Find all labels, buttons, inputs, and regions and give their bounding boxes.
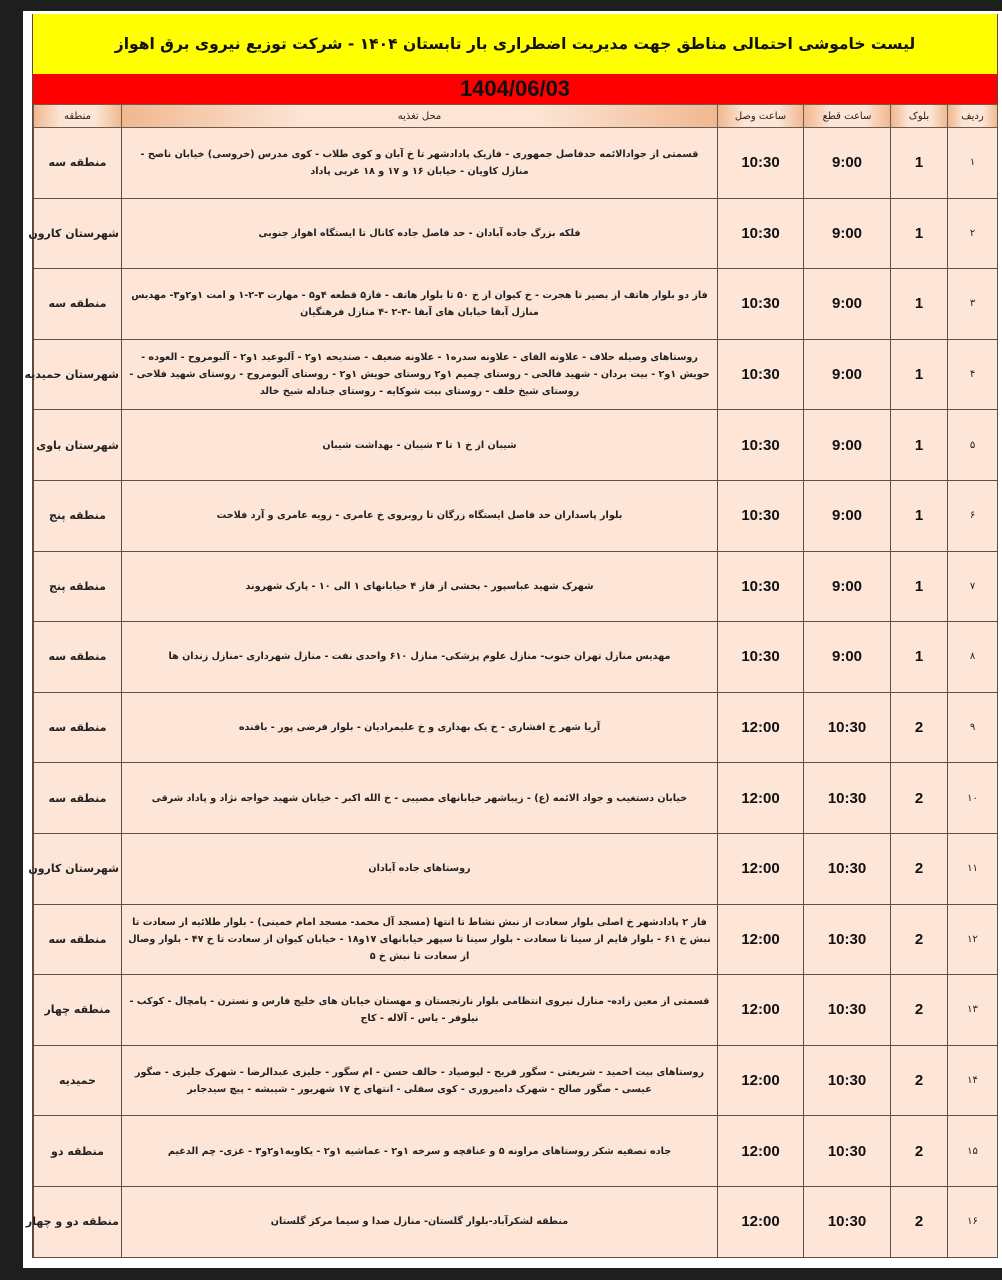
table-row xyxy=(34,198,998,269)
cut-time: 9:00 xyxy=(804,198,891,269)
feed-location: روستاهای وصیله حلاف - علاونه الفای - علاونه سدره۱ - علاونه ضعیف - صندیحه ۱و۲ - آلبوعید ۱و۲ - آلبومروح - العوده - حویش ۱و۲ - بیت بردان - شهید فالحی - روستای چمیم ۱و۲ روستای حویش ۱و۲ - روستای آلبومروح - روستای شهید فلاحی - روستای شیخ خلف - روستای بیت شوکایه - روستای جنادله شیخ خالد xyxy=(122,339,718,410)
block-number: 2 xyxy=(891,1116,948,1187)
table-row xyxy=(34,975,998,1046)
col-header-connect-time: ساعت وصل xyxy=(718,105,804,128)
feed-location: جاده تصفیه شکر روستاهای مراونه ۵ و عنافچه و سرخه ۱و۲ - عماشیه ۱و۲ - یکاویه۱و۲و۳ - غزی- چم الدغیم xyxy=(122,1116,718,1187)
block-number: 1 xyxy=(891,339,948,410)
col-header-location: محل تغذیه xyxy=(122,105,718,128)
cut-time: 9:00 xyxy=(804,551,891,622)
cut-time: 9:00 xyxy=(804,480,891,551)
col-header-row: ردیف xyxy=(948,105,998,128)
row-number: ۱۵ xyxy=(948,1116,998,1187)
table-row xyxy=(34,1186,998,1257)
connect-time: 12:00 xyxy=(718,904,804,975)
region-name: منطقه پنج xyxy=(34,480,122,551)
table-row xyxy=(34,551,998,622)
feed-location: قسمتی از جوادالائمه حدفاصل جمهوری - فازیک پادادشهر تا خ آبان و کوی طلاب - کوی مدرس (خروسی) خیابان ناصح - منازل کاویان - خیابان ۱۶ و ۱۷ و ۱۸ غربی پاداد xyxy=(122,128,718,199)
title-banner xyxy=(33,14,997,74)
feed-location: قسمتی از معین زاده- منازل نیروی انتظامی بلوار نارنجستان و مهستان خیابان های خلیج فارس و نسترن - پامچال - کوکب - نیلوفر - یاس - آلاله - کاج xyxy=(122,975,718,1046)
row-number: ۱۰ xyxy=(948,763,998,834)
region-name: منطقه سه xyxy=(34,128,122,199)
connect-time: 12:00 xyxy=(718,833,804,904)
connect-time: 10:30 xyxy=(718,410,804,481)
row-number: ۱۱ xyxy=(948,833,998,904)
outage-sheet xyxy=(24,14,998,1258)
block-number: 1 xyxy=(891,480,948,551)
connect-time: 10:30 xyxy=(718,622,804,693)
page-title: لیست خاموشی احتمالی مناطق جهت مدیریت اضطراری بار تابستان ۱۴۰۴ - شرکت توزیع نیروی برق اهواز xyxy=(114,35,916,53)
feed-location: روستاهای جاده آبادان xyxy=(122,833,718,904)
feed-location: منطقه لشکرآباد-بلوار گلستان- منازل صدا و سیما مرکز گلستان xyxy=(122,1186,718,1257)
cut-time: 10:30 xyxy=(804,763,891,834)
connect-time: 12:00 xyxy=(718,1045,804,1116)
cut-time: 9:00 xyxy=(804,410,891,481)
region-name: شهرستان باوی xyxy=(34,410,122,481)
table-row xyxy=(34,128,998,199)
region-name: شهرستان کارون xyxy=(34,198,122,269)
block-number: 1 xyxy=(891,128,948,199)
region-name: منطقه سه xyxy=(34,763,122,834)
table-row xyxy=(34,410,998,481)
block-number: 2 xyxy=(891,1186,948,1257)
col-header-region: منطقه xyxy=(34,105,122,128)
region-name: منطقه سه xyxy=(34,269,122,340)
cut-time: 10:30 xyxy=(804,1186,891,1257)
table-row xyxy=(34,269,998,340)
row-number: ۷ xyxy=(948,551,998,622)
row-number: ۱۳ xyxy=(948,975,998,1046)
outage-table xyxy=(24,104,998,1258)
block-number: 2 xyxy=(891,1045,948,1116)
row-number: ۸ xyxy=(948,622,998,693)
row-number: ۲ xyxy=(948,198,998,269)
block-number: 1 xyxy=(891,551,948,622)
connect-time: 10:30 xyxy=(718,339,804,410)
block-number: 1 xyxy=(891,269,948,340)
cut-time: 9:00 xyxy=(804,269,891,340)
connect-time: 12:00 xyxy=(718,692,804,763)
block-number: 1 xyxy=(891,622,948,693)
feed-location: فلکه بزرگ جاده آبادان - حد فاصل جاده کانال تا ایستگاه اهواز جنوبی xyxy=(122,198,718,269)
connect-time: 12:00 xyxy=(718,1186,804,1257)
connect-time: 12:00 xyxy=(718,763,804,834)
feed-location: آریا شهر خ افشاری - خ یک بهداری و خ علیمرادیان - بلوار فرضی پور - بافنده xyxy=(122,692,718,763)
table-row xyxy=(34,339,998,410)
feed-location: روستاهای بیت احمید - شریعتی - سگور فریح - لیوصیاد - حالف حسن - ام سگور - جلیزی عبدالرضا - شهرک جلیزی - صگور عیسی - صگور صالح - شهرک دامیروری - کوی سفلی - انتهای خ ۱۷ شهریور - شیبشه - پیچ سیدجابر xyxy=(122,1045,718,1116)
table-row xyxy=(34,622,998,693)
row-number: ۹ xyxy=(948,692,998,763)
region-name: منطقه سه xyxy=(34,622,122,693)
col-header-block: بلوک xyxy=(891,105,948,128)
cut-time: 10:30 xyxy=(804,1045,891,1116)
cut-time: 10:30 xyxy=(804,975,891,1046)
table-header-row xyxy=(34,105,998,128)
block-number: 2 xyxy=(891,763,948,834)
connect-time: 10:30 xyxy=(718,198,804,269)
feed-location: مهدیس منازل تهران جنوب- منازل علوم پزشکی- منازل ۶۱۰ واحدی نفت - منازل شهرداری -منازل زندان ها xyxy=(122,622,718,693)
row-number: ۳ xyxy=(948,269,998,340)
table-row xyxy=(34,763,998,834)
connect-time: 12:00 xyxy=(718,975,804,1046)
cut-time: 9:00 xyxy=(804,128,891,199)
connect-time: 10:30 xyxy=(718,551,804,622)
region-name: منطقه چهار xyxy=(34,975,122,1046)
feed-location: خیابان دستغیب و جواد الائمه (ع) - زیباشهر خیابانهای مصیبی - خ الله اکبر - خیابان شهید خواجه نژاد و پاداد شرقی xyxy=(122,763,718,834)
row-number: ۶ xyxy=(948,480,998,551)
row-number: ۱۶ xyxy=(948,1186,998,1257)
table-row xyxy=(34,692,998,763)
date-banner xyxy=(33,74,997,104)
row-number: ۱ xyxy=(948,128,998,199)
region-name: منطقه دو xyxy=(34,1116,122,1187)
region-name: حمیدیه xyxy=(34,1045,122,1116)
block-number: 1 xyxy=(891,198,948,269)
feed-location: بلوار پاسداران حد فاصل ایستگاه زرگان تا روبروی خ عامری - زویه عامری و آرد فلاحت xyxy=(122,480,718,551)
row-number: ۵ xyxy=(948,410,998,481)
feed-location: فاز ۲ پادادشهر خ اصلی بلوار سعادت از نبش نشاط تا انتها (مسجد آل محمد- مسجد امام خمینی) - بلوار طلائیه از سعادت تا نبش خ ۶۱ - بلوار قایم از سینا تا سعادت - بلوار سینا تا سپهر خیابانهای ۱۷و۱۸ - خیابان کیوان از سعادت تا خ ۴۷ - بلوار وصال از سعادت تا نبش خ ۵ xyxy=(122,904,718,975)
row-number: ۱۲ xyxy=(948,904,998,975)
block-number: 2 xyxy=(891,692,948,763)
connect-time: 10:30 xyxy=(718,480,804,551)
region-name: منطقه سه xyxy=(34,904,122,975)
cut-time: 9:00 xyxy=(804,339,891,410)
cut-time: 9:00 xyxy=(804,622,891,693)
block-number: 2 xyxy=(891,904,948,975)
feed-location: فاز دو بلوار هاتف از بصیر تا هجرت - خ کیوان از خ ۵۰ تا بلوار هاتف - فاز۵ قطعه ۴و۵ - مهارت ۳-۲-۱ و امت ۱و۲و۳- مهدیس منازل آبفا خیابان های آبفا -۳-۲ -۴ منازل فرهنگیان xyxy=(122,269,718,340)
connect-time: 10:30 xyxy=(718,128,804,199)
cut-time: 10:30 xyxy=(804,1116,891,1187)
document-page xyxy=(23,11,1002,1268)
region-name: منطقه سه xyxy=(34,692,122,763)
cut-time: 10:30 xyxy=(804,833,891,904)
region-name: شهرستان حمیدیه xyxy=(34,339,122,410)
row-number: ۴ xyxy=(948,339,998,410)
region-name: منطقه پنج xyxy=(34,551,122,622)
table-row xyxy=(34,833,998,904)
table-row xyxy=(34,904,998,975)
table-row xyxy=(34,1045,998,1116)
cut-time: 10:30 xyxy=(804,904,891,975)
region-name: منطقه دو و چهار xyxy=(34,1186,122,1257)
feed-location: شهرک شهید عباسپور - بخشی از فاز ۴ خیابانهای ۱ الی ۱۰ - پارک شهروند xyxy=(122,551,718,622)
table-row xyxy=(34,480,998,551)
table-row xyxy=(34,1116,998,1187)
region-name: شهرستان کارون xyxy=(34,833,122,904)
feed-location: شیبان از خ ۱ تا ۳ شیبان - بهداشت شیبان xyxy=(122,410,718,481)
schedule-date: 1404/06/03 xyxy=(459,76,571,101)
block-number: 1 xyxy=(891,410,948,481)
connect-time: 12:00 xyxy=(718,1116,804,1187)
cut-time: 10:30 xyxy=(804,692,891,763)
block-number: 2 xyxy=(891,975,948,1046)
block-number: 2 xyxy=(891,833,948,904)
connect-time: 10:30 xyxy=(718,269,804,340)
row-number: ۱۴ xyxy=(948,1045,998,1116)
col-header-cut-time: ساعت قطع xyxy=(804,105,891,128)
